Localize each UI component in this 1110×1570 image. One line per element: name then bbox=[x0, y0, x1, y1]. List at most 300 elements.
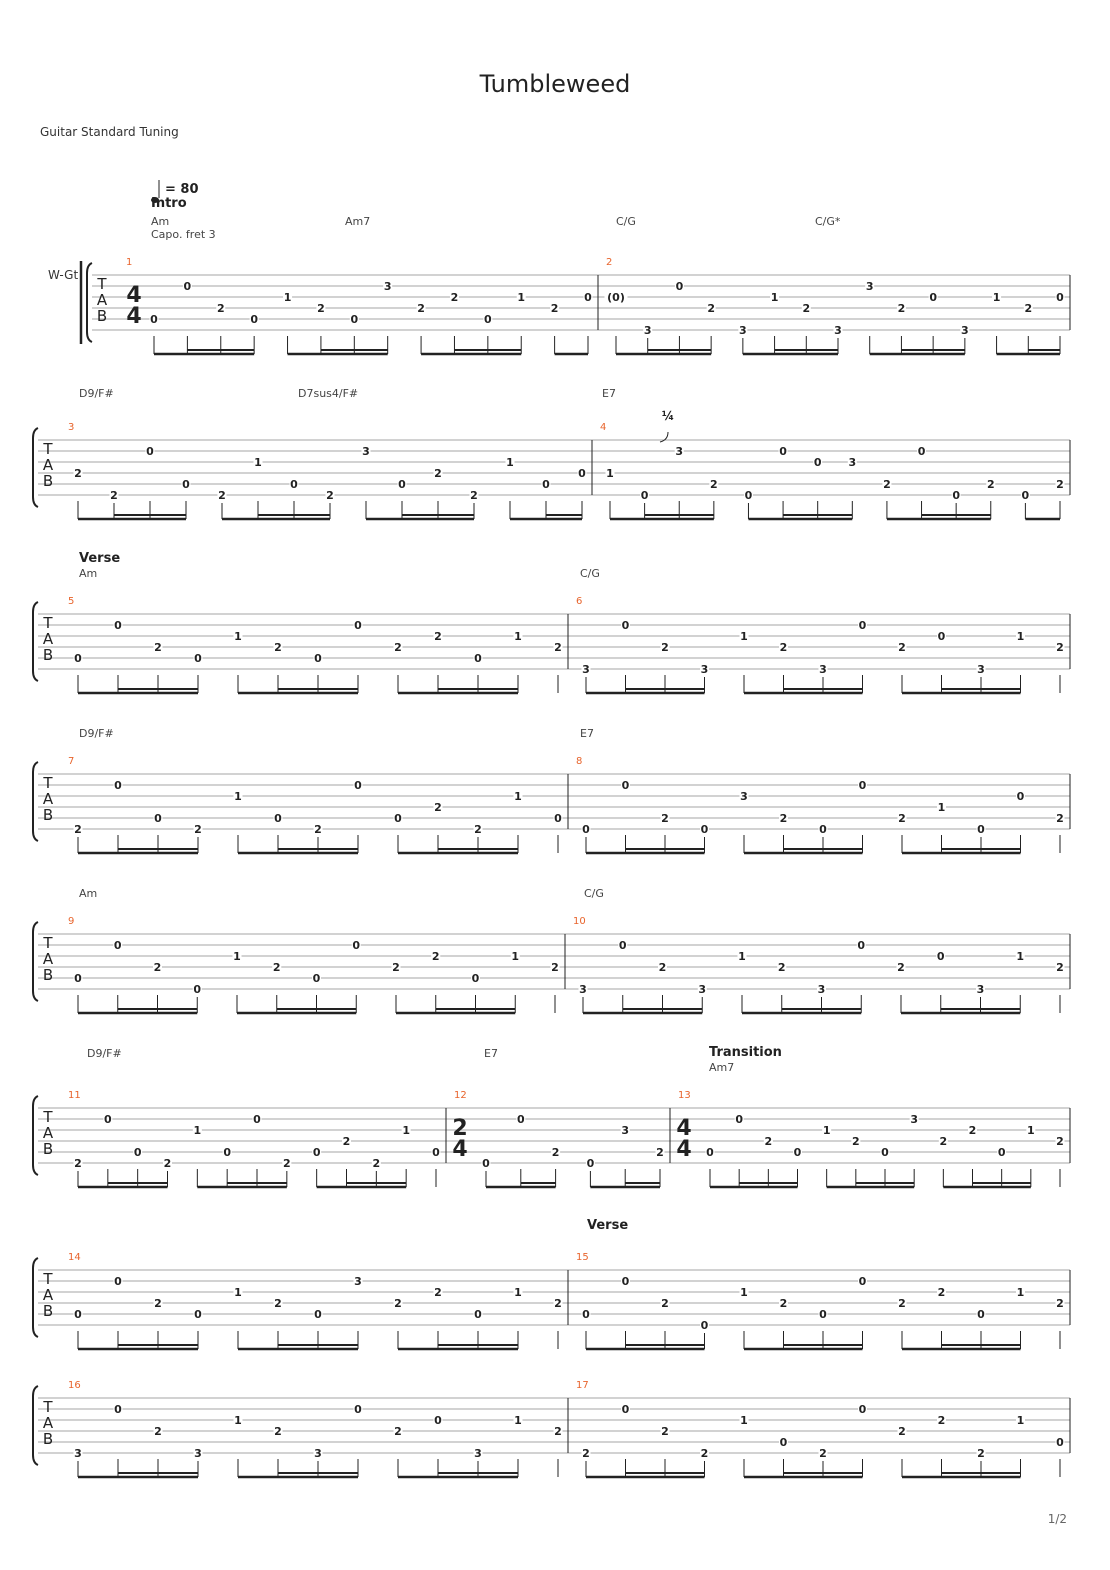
fret-number: 0 bbox=[474, 1308, 482, 1321]
fret-number: 1 bbox=[514, 630, 522, 643]
capo-text: Capo. fret 3 bbox=[151, 228, 216, 241]
tab-clef-letter: T bbox=[43, 1270, 53, 1288]
fret-number: 0 bbox=[114, 1403, 122, 1416]
fret-number: 2 bbox=[194, 823, 202, 836]
fret-number: 2 bbox=[937, 1286, 946, 1299]
measure-number: 14 bbox=[68, 1252, 81, 1263]
system-bracket bbox=[33, 428, 38, 507]
fret-number: 0 bbox=[937, 630, 946, 643]
tab-clef-letter: T bbox=[43, 1108, 53, 1126]
bend-amount-label: ¼ bbox=[661, 409, 675, 423]
fret-number: 0 bbox=[858, 779, 867, 792]
chord-name: C/G bbox=[616, 215, 636, 228]
fret-number: 2 bbox=[661, 641, 669, 654]
fret-number: 0 bbox=[482, 1157, 490, 1170]
fret-number: 2 bbox=[274, 1425, 282, 1438]
fret-number: 3 bbox=[383, 280, 392, 293]
fret-number: 1 bbox=[738, 950, 746, 963]
fret-number: 0 bbox=[183, 280, 192, 293]
tab-clef-letter: B bbox=[42, 472, 54, 490]
measure-number: 7 bbox=[68, 756, 75, 767]
chord-name: Am7 bbox=[709, 1061, 735, 1074]
fret-number: (0) bbox=[607, 291, 625, 304]
fret-number: 2 bbox=[392, 961, 400, 974]
tab-system bbox=[33, 887, 1070, 1013]
tab-clef-letter: A bbox=[42, 456, 54, 474]
measure-number: 1 bbox=[126, 257, 133, 268]
fret-number: 3 bbox=[643, 324, 652, 337]
chord-name: Am bbox=[151, 215, 170, 228]
fret-number: 2 bbox=[417, 302, 425, 315]
fret-number: 0 bbox=[997, 1146, 1006, 1159]
tab-clef-letter: T bbox=[43, 614, 53, 632]
fret-number: 3 bbox=[910, 1113, 918, 1126]
fret-number: 2 bbox=[661, 1425, 669, 1438]
fret-number: 0 bbox=[312, 1146, 321, 1159]
fret-number: 2 bbox=[470, 489, 478, 502]
section-label: Verse bbox=[587, 1218, 629, 1233]
measure-number: 15 bbox=[576, 1252, 589, 1263]
tab-clef-letter: B bbox=[42, 1430, 54, 1448]
fret-number: 0 bbox=[352, 939, 361, 952]
fret-number: 0 bbox=[621, 619, 630, 632]
fret-number: 2 bbox=[802, 302, 811, 315]
song-title: Tumbleweed bbox=[479, 70, 631, 98]
fret-number: 0 bbox=[74, 652, 82, 665]
fret-number: 0 bbox=[618, 939, 627, 952]
measure-number: 11 bbox=[68, 1090, 81, 1101]
tab-clef-letter: B bbox=[42, 966, 54, 984]
fret-number: 2 bbox=[898, 641, 906, 654]
measure-number: 4 bbox=[600, 422, 607, 433]
fret-number: 0 bbox=[350, 313, 359, 326]
fret-number: 2 bbox=[1056, 1135, 1064, 1148]
fret-number: 0 bbox=[290, 478, 298, 491]
fret-number: 2 bbox=[1056, 1297, 1064, 1310]
fret-number: 0 bbox=[182, 478, 190, 491]
fret-number: 2 bbox=[883, 478, 891, 491]
fret-number: 1 bbox=[193, 1124, 202, 1137]
fret-number: 2 bbox=[937, 1414, 946, 1427]
chord-name: Am bbox=[79, 887, 98, 900]
chord-name: E7 bbox=[602, 387, 616, 400]
fret-number: 2 bbox=[434, 801, 442, 814]
fret-number: 2 bbox=[372, 1157, 381, 1170]
fret-number: 1 bbox=[506, 456, 514, 469]
system-bracket bbox=[33, 922, 38, 1001]
fret-number: 3 bbox=[961, 324, 969, 337]
chord-name: D7sus4/F# bbox=[298, 387, 359, 400]
fret-number: 2 bbox=[1056, 812, 1064, 825]
system-bracket bbox=[33, 1386, 38, 1465]
fret-number: 2 bbox=[274, 641, 282, 654]
tab-clef-letter: T bbox=[43, 774, 53, 792]
fret-number: 3 bbox=[700, 663, 709, 676]
fret-number: 2 bbox=[1056, 641, 1064, 654]
fret-number: 0 bbox=[917, 445, 926, 458]
fret-number: 3 bbox=[977, 663, 985, 676]
fret-number: 2 bbox=[707, 302, 715, 315]
system-bracket bbox=[33, 602, 38, 681]
fret-number: 3 bbox=[865, 280, 874, 293]
fret-number: 2 bbox=[898, 812, 906, 825]
fret-number: 0 bbox=[706, 1146, 714, 1159]
fret-number: 0 bbox=[516, 1113, 525, 1126]
fret-number: 3 bbox=[698, 983, 707, 996]
fret-number: 2 bbox=[554, 1297, 562, 1310]
fret-number: 0 bbox=[1056, 1436, 1064, 1449]
fret-number: 2 bbox=[283, 1157, 291, 1170]
fret-number: 1 bbox=[740, 630, 748, 643]
fret-number: 0 bbox=[146, 445, 154, 458]
tab-clef-letter: A bbox=[96, 291, 108, 309]
fret-number: 2 bbox=[661, 812, 669, 825]
fret-number: 0 bbox=[779, 1436, 788, 1449]
fret-number: 0 bbox=[578, 467, 586, 480]
fret-number: 2 bbox=[898, 1425, 906, 1438]
fret-number: 1 bbox=[234, 1414, 242, 1427]
fret-number: 0 bbox=[584, 291, 592, 304]
fret-number: 2 bbox=[218, 489, 226, 502]
fret-number: 0 bbox=[586, 1157, 595, 1170]
fret-number: 1 bbox=[740, 1286, 748, 1299]
fret-number: 2 bbox=[154, 1297, 162, 1310]
fret-number: 2 bbox=[434, 1286, 442, 1299]
fret-number: 0 bbox=[779, 445, 787, 458]
fret-number: 0 bbox=[675, 280, 684, 293]
fret-number: 0 bbox=[819, 1308, 827, 1321]
fret-number: 1 bbox=[514, 1286, 522, 1299]
chord-name: Am bbox=[79, 567, 98, 580]
tab-system bbox=[33, 1045, 1070, 1187]
fret-number: 0 bbox=[936, 950, 945, 963]
measure-number: 3 bbox=[68, 422, 75, 433]
fret-number: 0 bbox=[819, 823, 827, 836]
fret-number: 2 bbox=[326, 489, 334, 502]
fret-number: 0 bbox=[104, 1113, 112, 1126]
fret-number: 0 bbox=[952, 489, 960, 502]
chord-name: C/G bbox=[580, 567, 600, 580]
tab-clef-letter: B bbox=[42, 806, 54, 824]
system-bracket bbox=[87, 263, 92, 342]
fret-number: 2 bbox=[658, 961, 667, 974]
fret-number: 0 bbox=[432, 1146, 440, 1159]
section-label: Intro bbox=[151, 196, 187, 211]
fret-number: 2 bbox=[434, 467, 442, 480]
fret-number: 3 bbox=[474, 1447, 482, 1460]
fret-number: 3 bbox=[314, 1447, 322, 1460]
tab-clef-letter: A bbox=[42, 950, 54, 968]
fret-number: 0 bbox=[858, 1275, 867, 1288]
fret-number: 0 bbox=[929, 291, 937, 304]
fret-number: 2 bbox=[314, 823, 322, 836]
fret-number: 2 bbox=[764, 1135, 773, 1148]
fret-number: 2 bbox=[897, 302, 906, 315]
fret-number: 1 bbox=[514, 1414, 522, 1427]
fret-number: 2 bbox=[1056, 961, 1064, 974]
chord-name: D9/F# bbox=[87, 1047, 122, 1060]
fret-number: 1 bbox=[937, 801, 946, 814]
chord-name: C/G bbox=[584, 887, 604, 900]
measure-number: 5 bbox=[68, 596, 75, 607]
system-bracket bbox=[33, 762, 38, 841]
fret-number: 0 bbox=[114, 619, 122, 632]
fret-number: 3 bbox=[194, 1447, 202, 1460]
tab-clef-letter: A bbox=[42, 630, 54, 648]
fret-number: 2 bbox=[450, 291, 459, 304]
measure-number: 8 bbox=[576, 756, 583, 767]
fret-number: 1 bbox=[1016, 1414, 1025, 1427]
fret-number: 1 bbox=[1027, 1124, 1035, 1137]
fret-number: 2 bbox=[779, 812, 788, 825]
fret-number: 1 bbox=[402, 1124, 410, 1137]
fret-number: 1 bbox=[517, 291, 526, 304]
fret-number: 0 bbox=[744, 489, 753, 502]
fret-number: 1 bbox=[283, 291, 292, 304]
fret-number: 0 bbox=[881, 1146, 889, 1159]
fret-number: 2 bbox=[317, 302, 325, 315]
fret-number: 0 bbox=[1016, 790, 1025, 803]
fret-number: 2 bbox=[272, 961, 281, 974]
fret-number: 3 bbox=[354, 1275, 362, 1288]
fret-number: 0 bbox=[858, 1403, 867, 1416]
tab-clef-letter: T bbox=[43, 440, 53, 458]
fret-number: 2 bbox=[852, 1135, 860, 1148]
fret-number: 2 bbox=[939, 1135, 948, 1148]
fret-number: 3 bbox=[675, 445, 684, 458]
fret-number: 0 bbox=[857, 939, 866, 952]
fret-number: 0 bbox=[1021, 489, 1030, 502]
fret-number: 0 bbox=[223, 1146, 231, 1159]
tab-clef-letter: T bbox=[97, 275, 107, 293]
measure-number: 12 bbox=[454, 1090, 467, 1101]
time-signature-numerator: 4 bbox=[676, 1116, 692, 1141]
fret-number: 0 bbox=[554, 812, 562, 825]
chord-name: C/G* bbox=[815, 215, 841, 228]
fret-number: 1 bbox=[1016, 1286, 1025, 1299]
tab-clef-letter: A bbox=[42, 1124, 54, 1142]
fret-number: 2 bbox=[153, 961, 162, 974]
fret-number: 3 bbox=[74, 1447, 82, 1460]
fret-number: 1 bbox=[606, 467, 614, 480]
tab-clef-letter: A bbox=[42, 1414, 54, 1432]
fret-number: 1 bbox=[511, 950, 520, 963]
fret-number: 0 bbox=[253, 1113, 261, 1126]
fret-number: 2 bbox=[216, 302, 225, 315]
fret-number: 1 bbox=[1016, 950, 1025, 963]
chord-name: D9/F# bbox=[79, 387, 114, 400]
fret-number: 3 bbox=[739, 324, 747, 337]
fret-number: 0 bbox=[542, 478, 550, 491]
tab-system bbox=[81, 196, 1070, 354]
chord-name: Am7 bbox=[345, 215, 371, 228]
fret-number: 1 bbox=[822, 1124, 831, 1137]
fret-number: 3 bbox=[819, 663, 827, 676]
fret-number: 0 bbox=[582, 823, 590, 836]
fret-number: 2 bbox=[968, 1124, 977, 1137]
chord-name: E7 bbox=[580, 727, 594, 740]
fret-number: 1 bbox=[740, 1414, 748, 1427]
fret-number: 0 bbox=[700, 823, 709, 836]
time-signature-numerator: 4 bbox=[126, 283, 142, 308]
fret-number: 2 bbox=[474, 823, 482, 836]
bend-arrow bbox=[660, 432, 668, 442]
fret-number: 2 bbox=[582, 1447, 590, 1460]
tuning-label: Guitar Standard Tuning bbox=[40, 125, 179, 139]
fret-number: 0 bbox=[582, 1308, 590, 1321]
measure-number: 10 bbox=[573, 916, 586, 927]
tab-clef-letter: B bbox=[42, 646, 54, 664]
fret-number: 0 bbox=[250, 313, 258, 326]
fret-number: 0 bbox=[471, 972, 480, 985]
fret-number: 2 bbox=[977, 1447, 985, 1460]
fret-number: 2 bbox=[74, 823, 82, 836]
fret-number: 0 bbox=[133, 1146, 142, 1159]
fret-number: 0 bbox=[977, 1308, 985, 1321]
fret-number: 2 bbox=[710, 478, 718, 491]
fret-number: 2 bbox=[274, 1297, 282, 1310]
fret-number: 0 bbox=[193, 983, 202, 996]
tab-clef-letter: A bbox=[42, 1286, 54, 1304]
fret-number: 1 bbox=[254, 456, 262, 469]
fret-number: 3 bbox=[834, 324, 842, 337]
fret-number: 0 bbox=[154, 812, 162, 825]
fret-number: 2 bbox=[551, 961, 559, 974]
fret-number: 3 bbox=[621, 1124, 630, 1137]
tab-system bbox=[33, 727, 1070, 853]
fret-number: 2 bbox=[431, 950, 440, 963]
fret-number: 0 bbox=[354, 779, 362, 792]
fret-number: 0 bbox=[474, 652, 482, 665]
fret-number: 2 bbox=[897, 961, 905, 974]
fret-number: 0 bbox=[274, 812, 282, 825]
fret-number: 0 bbox=[114, 779, 122, 792]
fret-number: 2 bbox=[394, 641, 402, 654]
fret-number: 0 bbox=[113, 939, 122, 952]
fret-number: 2 bbox=[986, 478, 995, 491]
fret-number: 2 bbox=[74, 467, 82, 480]
fret-number: 2 bbox=[154, 641, 162, 654]
fret-number: 2 bbox=[154, 1425, 162, 1438]
fret-number: 2 bbox=[74, 1157, 82, 1170]
tab-clef-letter: T bbox=[43, 1398, 53, 1416]
chord-name: D9/F# bbox=[79, 727, 114, 740]
measure-number: 17 bbox=[576, 1380, 589, 1391]
fret-number: 1 bbox=[233, 950, 241, 963]
fret-number: 2 bbox=[342, 1135, 351, 1148]
fret-number: 3 bbox=[740, 790, 748, 803]
chord-name: E7 bbox=[484, 1047, 498, 1060]
fret-number: 3 bbox=[362, 445, 370, 458]
fret-number: 2 bbox=[777, 961, 786, 974]
systems-layer bbox=[33, 196, 1070, 1477]
fret-number: 2 bbox=[554, 1425, 562, 1438]
fret-number: 0 bbox=[354, 619, 362, 632]
fret-number: 0 bbox=[74, 1308, 82, 1321]
fret-number: 2 bbox=[779, 1297, 788, 1310]
fret-number: 2 bbox=[163, 1157, 172, 1170]
fret-number: 0 bbox=[314, 652, 322, 665]
fret-number: 0 bbox=[793, 1146, 802, 1159]
fret-number: 0 bbox=[354, 1403, 362, 1416]
fret-number: 3 bbox=[848, 456, 857, 469]
fret-number: 0 bbox=[1056, 291, 1064, 304]
fret-number: 0 bbox=[312, 972, 321, 985]
fret-number: 0 bbox=[858, 619, 867, 632]
time-signature-denominator: 4 bbox=[126, 304, 142, 329]
fret-number: 2 bbox=[550, 302, 559, 315]
fret-number: 0 bbox=[621, 779, 630, 792]
fret-number: 1 bbox=[234, 790, 242, 803]
fret-number: 2 bbox=[554, 641, 562, 654]
fret-number: 0 bbox=[813, 456, 822, 469]
fret-number: 2 bbox=[898, 1297, 906, 1310]
fret-number: 0 bbox=[700, 1319, 709, 1332]
system-bracket bbox=[33, 1258, 38, 1337]
measure-number: 2 bbox=[606, 257, 613, 268]
tempo-value: = 80 bbox=[165, 182, 199, 197]
fret-number: 3 bbox=[817, 983, 826, 996]
fret-number: 0 bbox=[735, 1113, 743, 1126]
fret-number: 3 bbox=[582, 663, 590, 676]
tab-system bbox=[33, 1218, 1070, 1349]
fret-number: 0 bbox=[640, 489, 649, 502]
fret-number: 0 bbox=[621, 1275, 630, 1288]
instrument-name: W-Gt bbox=[48, 268, 79, 282]
section-label: Verse bbox=[79, 551, 121, 566]
measure-number: 13 bbox=[678, 1090, 691, 1101]
measure-number: 6 bbox=[576, 596, 583, 607]
fret-number: 0 bbox=[434, 1414, 442, 1427]
tab-clef-letter: B bbox=[42, 1302, 54, 1320]
fret-number: 1 bbox=[234, 1286, 242, 1299]
fret-number: 1 bbox=[514, 790, 522, 803]
fret-number: 2 bbox=[779, 641, 788, 654]
fret-number: 1 bbox=[234, 630, 242, 643]
fret-number: 0 bbox=[621, 1403, 630, 1416]
tab-clef-letter: B bbox=[42, 1140, 54, 1158]
fret-number: 2 bbox=[394, 1425, 402, 1438]
time-signature-denominator: 4 bbox=[676, 1137, 692, 1162]
fret-number: 1 bbox=[770, 291, 779, 304]
fret-number: 0 bbox=[398, 478, 406, 491]
tab-clef-letter: T bbox=[43, 934, 53, 952]
fret-number: 1 bbox=[992, 291, 1001, 304]
tab-clef-letter: B bbox=[96, 307, 108, 325]
fret-number: 0 bbox=[314, 1308, 322, 1321]
fret-number: 0 bbox=[394, 812, 402, 825]
fret-number: 0 bbox=[194, 1308, 202, 1321]
measure-number: 16 bbox=[68, 1380, 81, 1391]
section-label: Transition bbox=[709, 1045, 782, 1060]
fret-number: 0 bbox=[977, 823, 985, 836]
page-number: 1/2 bbox=[1047, 1512, 1067, 1526]
fret-number: 2 bbox=[551, 1146, 560, 1159]
fret-number: 2 bbox=[700, 1447, 709, 1460]
fret-number: 0 bbox=[150, 313, 158, 326]
fret-number: 1 bbox=[1016, 630, 1025, 643]
fret-number: 2 bbox=[1024, 302, 1033, 315]
time-signature-numerator: 2 bbox=[452, 1116, 468, 1141]
fret-number: 2 bbox=[110, 489, 118, 502]
fret-number: 2 bbox=[394, 1297, 402, 1310]
fret-number: 3 bbox=[579, 983, 587, 996]
tab-system bbox=[33, 1380, 1070, 1477]
system-bracket bbox=[33, 1096, 38, 1175]
fret-number: 0 bbox=[194, 652, 202, 665]
fret-number: 2 bbox=[656, 1146, 664, 1159]
tab-system bbox=[33, 551, 1070, 693]
